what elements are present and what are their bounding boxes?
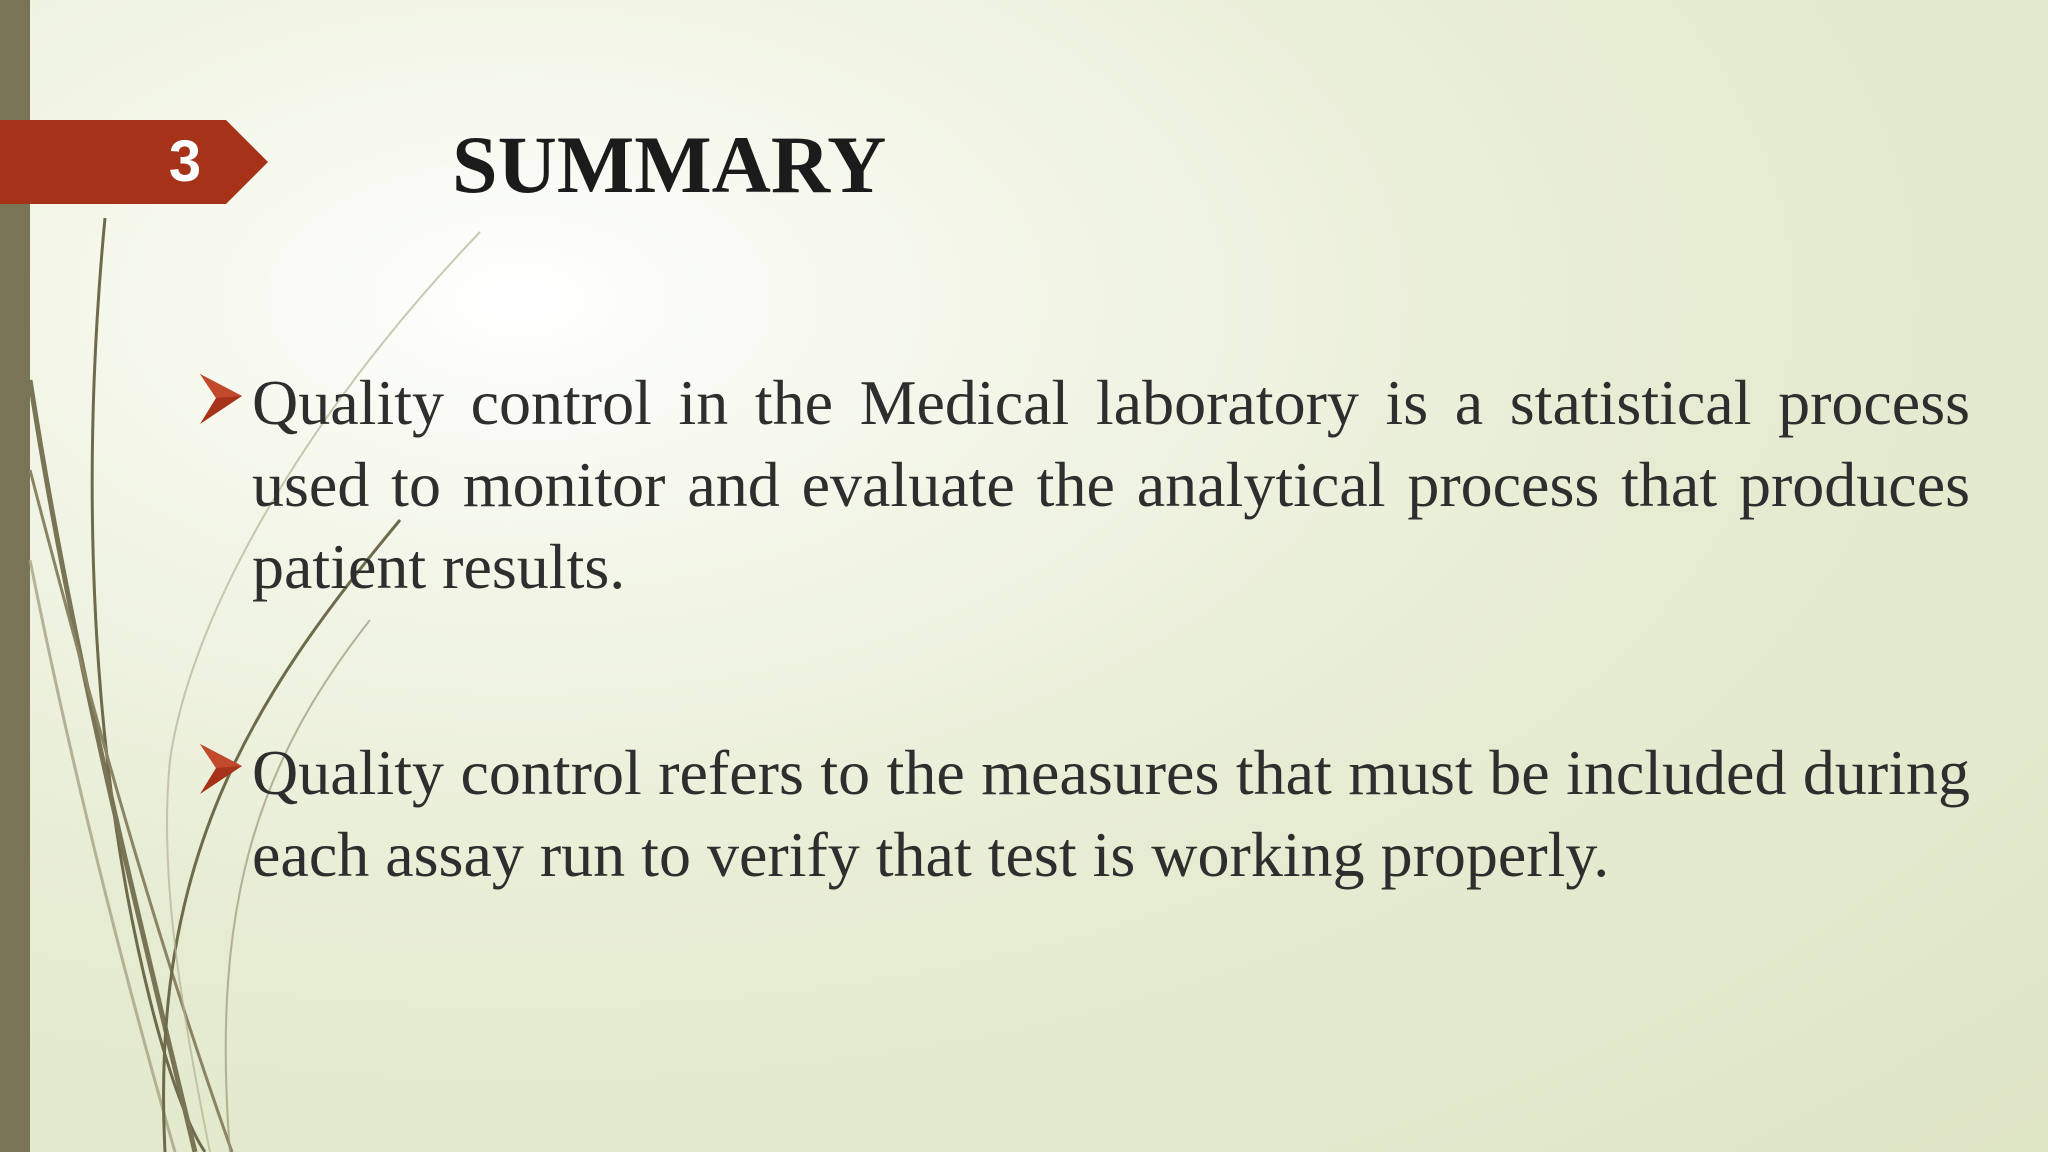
bullet-item bbox=[195, 732, 1970, 896]
arrow-bullet-icon bbox=[198, 742, 244, 796]
bullet-text: Quality control in the Medical laboratory is a statistical process used to monitor and evaluate the analytical process that produces patient results. bbox=[252, 367, 1970, 602]
bullet-list bbox=[195, 362, 1970, 896]
slide-number: 3 bbox=[168, 129, 202, 194]
bullet-item bbox=[195, 362, 1970, 608]
bullet-text: Quality control refers to the measures that must be included during each assay run to verify that test is working properly. bbox=[252, 737, 1970, 890]
tag-shape bbox=[0, 120, 268, 204]
slide-title: SUMMARY bbox=[452, 119, 887, 210]
arrow-bullet-icon bbox=[198, 372, 244, 426]
slide-number-tag bbox=[0, 120, 268, 204]
